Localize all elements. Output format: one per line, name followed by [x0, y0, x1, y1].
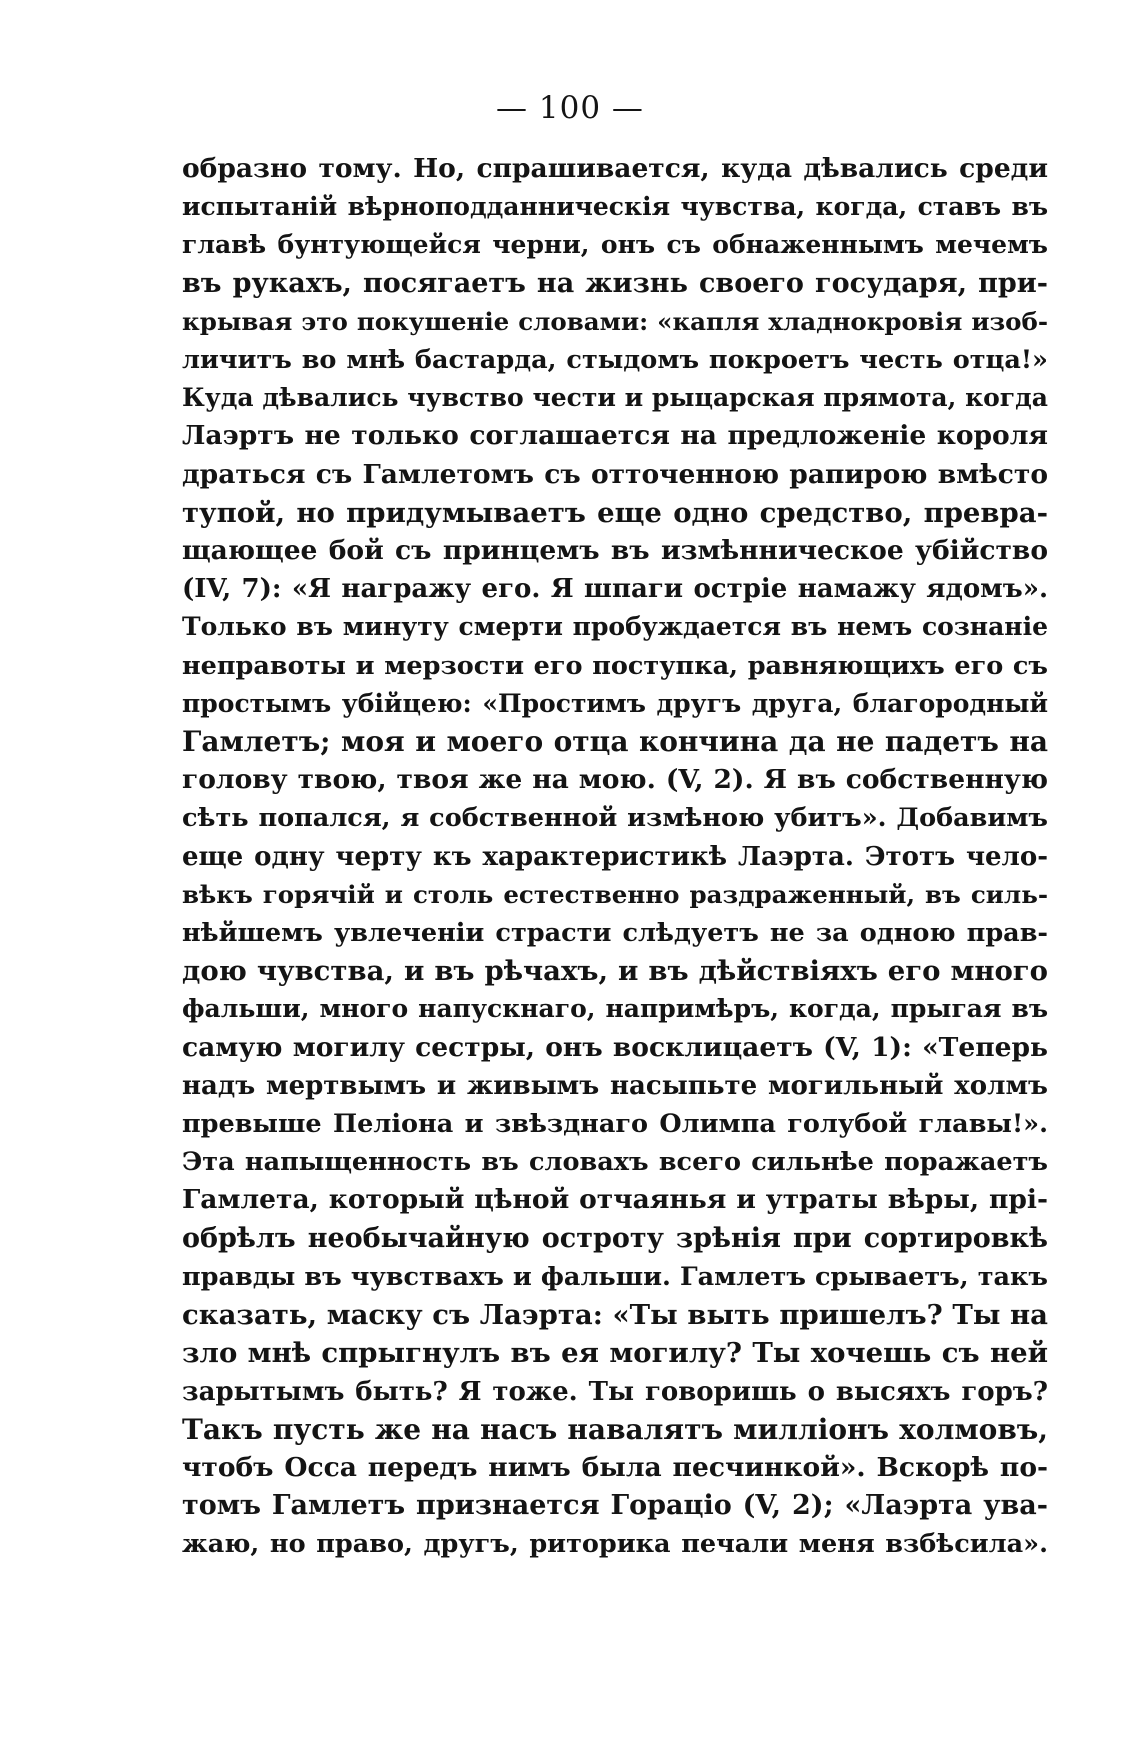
text-line: чтобъ Осса передъ нимъ была песчинкой». Вскорѣ по- [182, 1451, 1048, 1483]
text-line: простымъ убійцею: «Простимъ другъ друга, благородный [182, 688, 1048, 718]
text-line: сѣть попался, я собственной измѣною убитъ». Добавимъ [182, 803, 1048, 834]
text-line: тупой, но придумываетъ еще одно средство, превра- [182, 496, 1048, 529]
text-line: превыше Пеліона и звѣзднаго Олимпа голубой главы!». [182, 1109, 1048, 1140]
text-line: еще одну черту къ характеристикѣ Лаэрта. Этотъ чело- [182, 841, 1048, 872]
text-line: Гамлета, который цѣной отчаянья и утраты вѣры, прі- [182, 1184, 1048, 1216]
text-line: жаю, но право, другъ, риторика печали меня взбѣсила». [182, 1529, 1048, 1560]
text-line: правды въ чувствахъ и фальши. Гамлетъ срываетъ, такъ [182, 1261, 1048, 1292]
text-line: крывая это покушеніе словами: «капля хладнокровія изоб- [182, 306, 1048, 336]
text-line: голову твою, твоя же на мою. (V, 2). Я въ собственную [182, 764, 1048, 796]
text-line: нѣйшемъ увлеченіи страсти слѣдуетъ не за одною прав- [182, 918, 1048, 949]
text-line: испытаній вѣрноподданническія чувства, когда, ставъ въ [182, 192, 1048, 222]
text-line: щающее бой съ принцемъ въ измѣнническое убійство [182, 535, 1048, 567]
text-line: вѣкъ горячій и столь естественно раздраженный, въ силь- [182, 879, 1048, 909]
text-line: драться съ Гамлетомъ съ отточенною рапирою вмѣсто [182, 458, 1048, 490]
text-line: личитъ во мнѣ бастарда, стыдомъ покроетъ честь отца!» [182, 345, 1048, 376]
text-line: дою чувства, и въ рѣчахъ, и въ дѣйствіяхъ его много [182, 955, 1048, 988]
text-line: надъ мертвымъ и живымъ насыпьте могильный холмъ [182, 1070, 1048, 1101]
body-text [182, 150, 1048, 1564]
text-line: сказать, маску съ Лаэрта: «Ты выть пришелъ? Ты на [182, 1299, 1048, 1332]
text-line: самую могилу сестры, онъ восклицаетъ (V, 1): «Теперь [182, 1031, 1048, 1063]
text-line: образно тому. Но, спрашивается, куда дѣвались среди [182, 153, 1048, 184]
text-line: главѣ бунтующейся черни, онъ съ обнаженнымъ мечемъ [182, 230, 1048, 260]
text-line: Только въ минуту смерти пробуждается въ немъ сознаніе [182, 612, 1048, 642]
text-line: Такъ пусть же на насъ навалятъ милліонъ холмовъ, [182, 1412, 1048, 1446]
text-line: зло мнѣ спрыгнулъ въ ея могилу? Ты хочешь съ ней [182, 1337, 1048, 1370]
text-line: Гамлетъ; моя и моего отца кончина да не падетъ на [182, 725, 1048, 759]
text-line: обрѣлъ необычайную остроту зрѣнія при сортировкѣ [182, 1222, 1048, 1254]
text-line: въ рукахъ, посягаетъ на жизнь своего государя, при- [182, 267, 1048, 299]
text-line: Лаэртъ не только соглашается на предложеніе короля [182, 420, 1048, 452]
text-line: Эта напыщенность въ словахъ всего сильнѣе поражаетъ [182, 1147, 1048, 1178]
text-line: (IV, 7): «Я награжу его. Я шпаги остріе намажу ядомъ». [182, 574, 1048, 605]
text-line: зарытымъ быть? Я тоже. Ты говоришь о высяхъ горъ? [182, 1376, 1048, 1407]
text-line: фальши, много напускнаго, напримѣръ, когда, прыгая въ [182, 994, 1048, 1024]
text-line: неправоты и мерзости его поступка, равняющихъ его съ [182, 650, 1048, 681]
page-number: — 100 — [496, 90, 644, 126]
text-line: Куда дѣвались чувство чести и рыцарская прямота, когда [182, 383, 1048, 413]
text-line: томъ Гамлетъ признается Гораціо (V, 2); «Лаэрта ува- [182, 1490, 1048, 1522]
